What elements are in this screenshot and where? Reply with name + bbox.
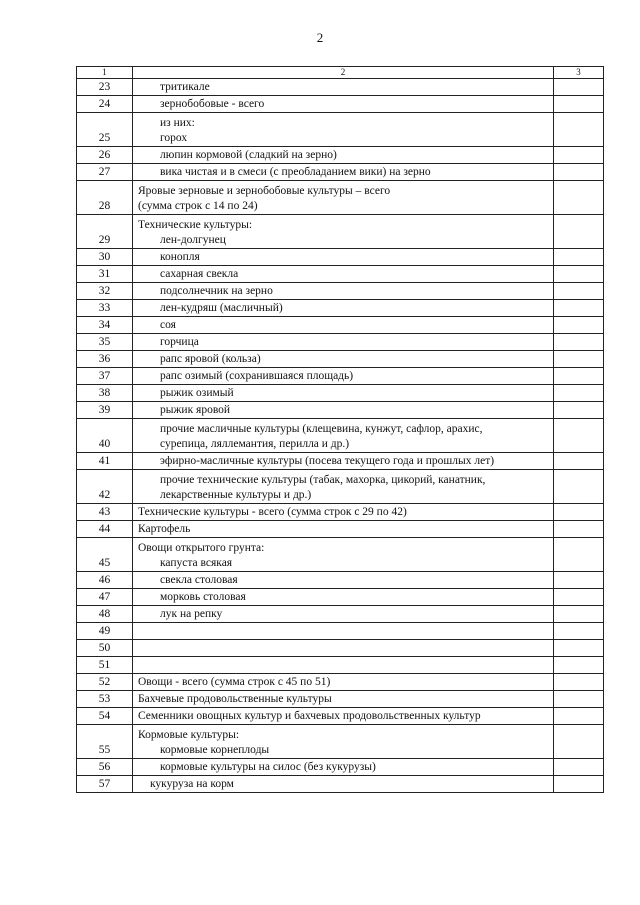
row-label (133, 317, 554, 334)
row-label-line: прочие масличные культуры (клещевина, кунжут, сафлор, арахис, (160, 423, 483, 435)
row-number: 49 (77, 623, 133, 640)
row-label-line: люпин кормовой (сладкий на зерно) (160, 149, 337, 161)
table-row (77, 300, 604, 317)
row-value (554, 538, 604, 572)
table-row (77, 334, 604, 351)
row-label-line: сурепица, ляллемантия, перилла и др.) (160, 438, 350, 450)
row-label-line: капуста всякая (160, 557, 233, 569)
row-number: 57 (77, 776, 133, 793)
table-row (77, 266, 604, 283)
row-value (554, 657, 604, 674)
row-label (133, 589, 554, 606)
table-row (77, 470, 604, 504)
row-number: 53 (77, 691, 133, 708)
row-label (133, 215, 554, 249)
row-label-line: прочие технические культуры (табак, махорка, цикорий, канатник, (160, 474, 486, 486)
row-label (133, 708, 554, 725)
row-value (554, 640, 604, 657)
row-number: 50 (77, 640, 133, 657)
row-value (554, 96, 604, 113)
row-value (554, 385, 604, 402)
row-number: 33 (77, 300, 133, 317)
row-value (554, 113, 604, 147)
table-row (77, 640, 604, 657)
row-label (133, 164, 554, 181)
row-number: 35 (77, 334, 133, 351)
row-label-line: Картофель (138, 523, 191, 535)
row-label-line: соя (160, 319, 176, 331)
table-row (77, 147, 604, 164)
row-value (554, 79, 604, 96)
row-number: 48 (77, 606, 133, 623)
row-number: 54 (77, 708, 133, 725)
row-label-line: горох (160, 132, 188, 144)
row-label (133, 453, 554, 470)
row-label (133, 725, 554, 759)
row-value (554, 368, 604, 385)
table-row (77, 589, 604, 606)
row-label-line: Овощи открытого грунта: (138, 542, 265, 554)
row-value (554, 334, 604, 351)
row-value (554, 181, 604, 215)
table-row (77, 402, 604, 419)
row-label (133, 657, 554, 674)
row-value (554, 725, 604, 759)
table-row (77, 419, 604, 453)
row-label-line: свекла столовая (160, 574, 238, 586)
row-value (554, 572, 604, 589)
row-label (133, 181, 554, 215)
table-row (77, 776, 604, 793)
row-label-line: вика чистая и в смеси (с преобладанием вики) на зерно (160, 166, 431, 178)
row-label (133, 334, 554, 351)
row-label (133, 96, 554, 113)
row-label-line: Семенники овощных культур и бахчевых продовольственных культур (138, 710, 481, 722)
row-number: 46 (77, 572, 133, 589)
row-number: 25 (77, 113, 133, 147)
crop-table (76, 66, 604, 793)
row-number: 40 (77, 419, 133, 453)
row-label (133, 266, 554, 283)
page-number: 2 (316, 30, 324, 45)
row-label (133, 572, 554, 589)
table-row (77, 96, 604, 113)
row-label (133, 79, 554, 96)
table-row (77, 725, 604, 759)
row-label (133, 385, 554, 402)
table-body (77, 67, 604, 793)
row-label (133, 113, 554, 147)
table-row (77, 623, 604, 640)
table-row (77, 368, 604, 385)
row-label-line: лук на репку (160, 608, 223, 620)
row-label-line: Бахчевые продовольственные культуры (138, 693, 332, 705)
table-row (77, 657, 604, 674)
row-label-line: лекарственные культуры и др.) (160, 489, 312, 501)
row-value (554, 351, 604, 368)
row-value (554, 504, 604, 521)
table-row (77, 215, 604, 249)
table-header-row (77, 67, 604, 79)
row-label (133, 402, 554, 419)
row-label (133, 623, 554, 640)
row-label-line (138, 624, 548, 639)
row-value (554, 453, 604, 470)
row-value (554, 708, 604, 725)
row-label-line: зернобобовые - всего (160, 98, 265, 110)
table-row (77, 317, 604, 334)
row-value (554, 470, 604, 504)
row-label (133, 606, 554, 623)
row-number: 52 (77, 674, 133, 691)
row-value (554, 266, 604, 283)
table-row (77, 504, 604, 521)
row-value (554, 164, 604, 181)
row-label-line: Яровые зерновые и зернобобовые культуры – всего (138, 185, 391, 197)
row-number: 41 (77, 453, 133, 470)
row-number: 51 (77, 657, 133, 674)
row-value (554, 215, 604, 249)
table-row (77, 351, 604, 368)
row-number: 32 (77, 283, 133, 300)
table-row (77, 708, 604, 725)
row-number: 38 (77, 385, 133, 402)
row-label-line: морковь столовая (160, 591, 246, 603)
row-number: 27 (77, 164, 133, 181)
row-value (554, 249, 604, 266)
row-number: 23 (77, 79, 133, 96)
row-label-line: рапс озимый (сохранившаяся площадь) (160, 370, 354, 382)
row-label (133, 249, 554, 266)
row-label (133, 504, 554, 521)
row-label-line: рыжик озимый (160, 387, 234, 399)
table-row (77, 249, 604, 266)
table-row (77, 283, 604, 300)
row-label (133, 419, 554, 453)
row-label (133, 759, 554, 776)
row-label-line: горчица (160, 336, 199, 348)
row-number: 39 (77, 402, 133, 419)
row-label-line: кормовые культуры на силос (без кукурузы) (160, 761, 376, 773)
row-number: 42 (77, 470, 133, 504)
row-label (133, 691, 554, 708)
row-value (554, 674, 604, 691)
row-number: 45 (77, 538, 133, 572)
row-label (133, 300, 554, 317)
row-label-line: сахарная свекла (160, 268, 239, 280)
row-label (133, 470, 554, 504)
table-row (77, 521, 604, 538)
row-label (133, 368, 554, 385)
row-value (554, 623, 604, 640)
row-label-line: тритикале (160, 81, 210, 93)
row-label-line: Кормовые культуры: (138, 729, 240, 741)
row-label-line: эфирно-масличные культуры (посева текущего года и прошлых лет) (160, 455, 495, 467)
row-label-line: конопля (160, 251, 200, 263)
row-label-line: подсолнечник на зерно (160, 285, 273, 297)
row-number: 36 (77, 351, 133, 368)
row-number: 43 (77, 504, 133, 521)
row-label (133, 640, 554, 657)
table-row (77, 572, 604, 589)
row-label-line: (сумма строк с 14 по 24) (138, 200, 258, 212)
row-number: 56 (77, 759, 133, 776)
row-value (554, 147, 604, 164)
row-label-line: Технические культуры - всего (сумма строк с 29 по 42) (138, 506, 407, 518)
row-value (554, 606, 604, 623)
row-value (554, 317, 604, 334)
row-label (133, 538, 554, 572)
header-col-1: 1 (77, 67, 133, 79)
row-number: 34 (77, 317, 133, 334)
row-label-line: рапс яровой (кольза) (160, 353, 261, 365)
row-value (554, 776, 604, 793)
row-number: 55 (77, 725, 133, 759)
table-row (77, 164, 604, 181)
row-number: 28 (77, 181, 133, 215)
row-label-line: Технические культуры: (138, 219, 253, 231)
table-row (77, 691, 604, 708)
row-value (554, 402, 604, 419)
row-label-line: кукуруза на корм (150, 778, 234, 790)
row-label (133, 351, 554, 368)
row-number: 30 (77, 249, 133, 266)
row-number: 47 (77, 589, 133, 606)
header-col-2: 2 (133, 67, 554, 79)
row-value (554, 759, 604, 776)
table-row (77, 385, 604, 402)
row-number: 24 (77, 96, 133, 113)
row-value (554, 300, 604, 317)
row-number: 29 (77, 215, 133, 249)
table-row (77, 759, 604, 776)
row-label (133, 147, 554, 164)
table-row (77, 453, 604, 470)
row-label-line: из них: (160, 117, 195, 129)
row-label-line: лен-кудряш (масличный) (160, 302, 283, 314)
row-number: 31 (77, 266, 133, 283)
row-label (133, 283, 554, 300)
table-row (77, 538, 604, 572)
row-label-line (138, 641, 548, 656)
row-label (133, 521, 554, 538)
row-value (554, 589, 604, 606)
row-label-line: лен-долгунец (160, 234, 226, 246)
table-row (77, 606, 604, 623)
table-row (77, 113, 604, 147)
row-label-line (138, 658, 548, 673)
header-col-3: 3 (554, 67, 604, 79)
row-label (133, 776, 554, 793)
row-number: 26 (77, 147, 133, 164)
row-number: 44 (77, 521, 133, 538)
table-row (77, 181, 604, 215)
row-label (133, 674, 554, 691)
row-number: 37 (77, 368, 133, 385)
table-row (77, 674, 604, 691)
row-value (554, 283, 604, 300)
row-value (554, 419, 604, 453)
table-row (77, 79, 604, 96)
row-label-line: Овощи - всего (сумма строк с 45 по 51) (138, 676, 331, 688)
row-label-line: кормовые корнеплоды (160, 744, 270, 756)
row-value (554, 691, 604, 708)
row-value (554, 521, 604, 538)
row-label-line: рыжик яровой (160, 404, 231, 416)
